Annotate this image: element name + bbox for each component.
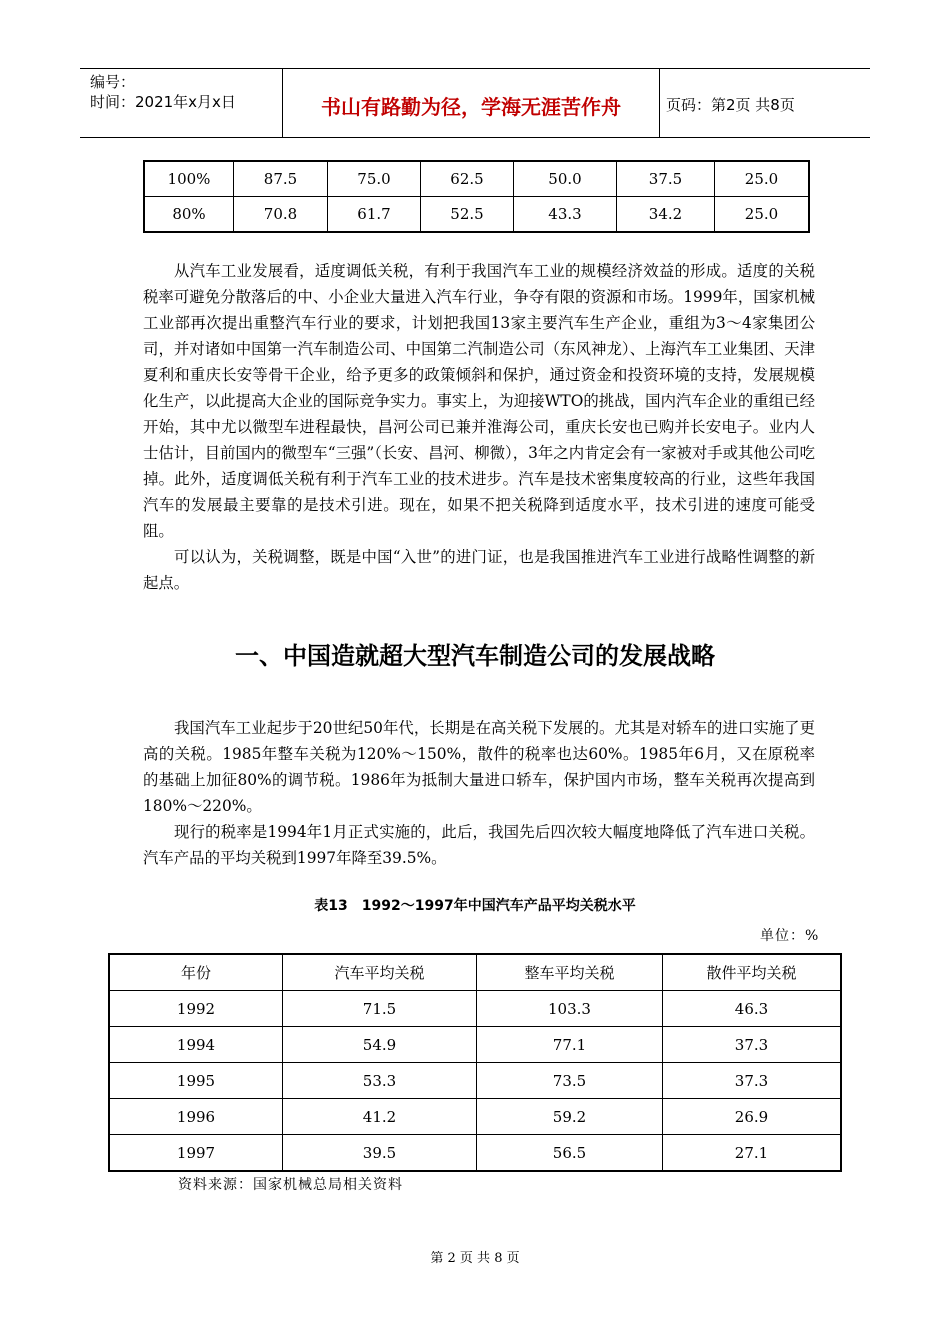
table-cell: 43.3: [514, 197, 617, 233]
table-cell: 37.5: [617, 161, 715, 197]
table-cell: 1994: [109, 1027, 283, 1063]
paragraph: 从汽车工业发展看，适度调低关税，有利于我国汽车工业的规模经济效益的形成。适度的关税税率可避免分散落后的中、小企业大量进入汽车行业，争夺有限的资源和市场。1999年，国家机械工业部再次提出重整汽车行业的要求，计划把我国13家主要汽车生产企业，重组为3～4家集团公司，并对诸如中国第一汽车制造公司、中国第二汽制造公司（东风神龙）、上海汽车工业集团、天津夏利和重庆长安等骨干企业，给予更多的政策倾斜和保护，通过资金和投资环境的支持，发展规模化生产，以此提高大企业的国际竞争实力。事实上，为迎接WTO的挑战，国内汽车企业的重组已经开始，其中尤以微型车进程最快，昌河公司已兼并淮海公司，重庆长安也已购并长安电子。业内人士估计，目前国内的微型车“三强”（长安、昌河、柳微），3年之内肯定会有一家被对手或其他公司吃掉。此外，适度调低关税有利于汽车工业的技术进步。汽车是技术密集度较高的行业，这些年我国汽车的发展最主要靠的是技术引进。现在，如果不把关税降到适度水平，技术引进的速度可能受阻。: [143, 262, 815, 540]
table-row: [109, 1135, 841, 1172]
table-cell: 27.1: [663, 1135, 842, 1172]
table-cell: 59.2: [477, 1099, 663, 1135]
section-heading: 一、中国造就超大型汽车制造公司的发展战略: [235, 642, 715, 670]
table-row: [109, 1027, 841, 1063]
column-header: 散件平均关税: [663, 954, 842, 991]
table-caption: 表13 1992～1997年中国汽车产品平均关税水平: [314, 898, 636, 914]
table-row: [144, 161, 809, 197]
table-row: [144, 197, 809, 233]
tariff-table-13: [108, 953, 842, 1172]
table-cell: 52.5: [421, 197, 514, 233]
table-cell: 70.8: [234, 197, 328, 233]
paragraph: 我国汽车工业起步于20世纪50年代，长期是在高关税下发展的。尤其是对轿车的进口实施了更高的关税。1985年整车关税为120%～150%，散件的税率也达60%。1985年6月，又在原税率的基础上加征80%的调节税。1986年为抵制大量进口轿车，保护国内市场，整车关税再次提高到180%～220%。: [143, 719, 815, 815]
paragraph: 现行的税率是1994年1月正式实施的，此后，我国先后四次较大幅度地降低了汽车进口关税。汽车产品的平均关税到1997年降至39.5%。: [143, 823, 815, 867]
table-row: [109, 991, 841, 1027]
table-cell: 41.2: [283, 1099, 477, 1135]
table-cell: 37.3: [663, 1063, 842, 1099]
tariff-continuation-table: [143, 160, 810, 233]
header-page-label: 页码：第2页 共8页: [666, 96, 795, 114]
table-cell: 39.5: [283, 1135, 477, 1172]
number-label: 编号：: [90, 73, 136, 91]
table-row: [109, 1063, 841, 1099]
table-source: 资料来源：国家机械总局相关资料: [178, 1177, 403, 1193]
table-cell: 87.5: [234, 161, 328, 197]
table-cell: 53.3: [283, 1063, 477, 1099]
table-cell: 1997: [109, 1135, 283, 1172]
body-text-2: [143, 715, 815, 871]
header-motto: 书山有路勤为径，学海无涯苦作舟: [321, 95, 621, 119]
table-cell: 103.3: [477, 991, 663, 1027]
table-cell: 54.9: [283, 1027, 477, 1063]
table-cell: 1995: [109, 1063, 283, 1099]
table-unit: 单位：%: [760, 928, 820, 944]
page-header: [80, 68, 870, 138]
table-cell: 75.0: [328, 161, 421, 197]
header-meta: [80, 69, 280, 137]
table-cell: 62.5: [421, 161, 514, 197]
table-cell: 1992: [109, 991, 283, 1027]
table-cell: 71.5: [283, 991, 477, 1027]
time-label: 时间：2021年x月x日: [90, 93, 236, 111]
table-cell: 50.0: [514, 161, 617, 197]
table-cell: 56.5: [477, 1135, 663, 1172]
table-cell: 1996: [109, 1099, 283, 1135]
table-cell: 100%: [144, 161, 234, 197]
table-cell: 73.5: [477, 1063, 663, 1099]
table-cell: 46.3: [663, 991, 842, 1027]
table-cell: 37.3: [663, 1027, 842, 1063]
body-text-1: [143, 258, 815, 596]
table-header-row: [109, 954, 841, 991]
table-cell: 80%: [144, 197, 234, 233]
paragraph: 可以认为，关税调整，既是中国“入世”的进门证，也是我国推进汽车工业进行战略性调整的新起点。: [143, 548, 815, 592]
column-header: 整车平均关税: [477, 954, 663, 991]
table-cell: 34.2: [617, 197, 715, 233]
table-cell: 77.1: [477, 1027, 663, 1063]
table-cell: 25.0: [715, 197, 810, 233]
table-row: [109, 1099, 841, 1135]
column-header: 汽车平均关税: [283, 954, 477, 991]
header-motto-box: [282, 69, 660, 137]
page-footer: 第 2 页 共 8 页: [430, 1251, 520, 1266]
table-cell: 25.0: [715, 161, 810, 197]
table-cell: 61.7: [328, 197, 421, 233]
column-header: 年份: [109, 954, 283, 991]
table-cell: 26.9: [663, 1099, 842, 1135]
